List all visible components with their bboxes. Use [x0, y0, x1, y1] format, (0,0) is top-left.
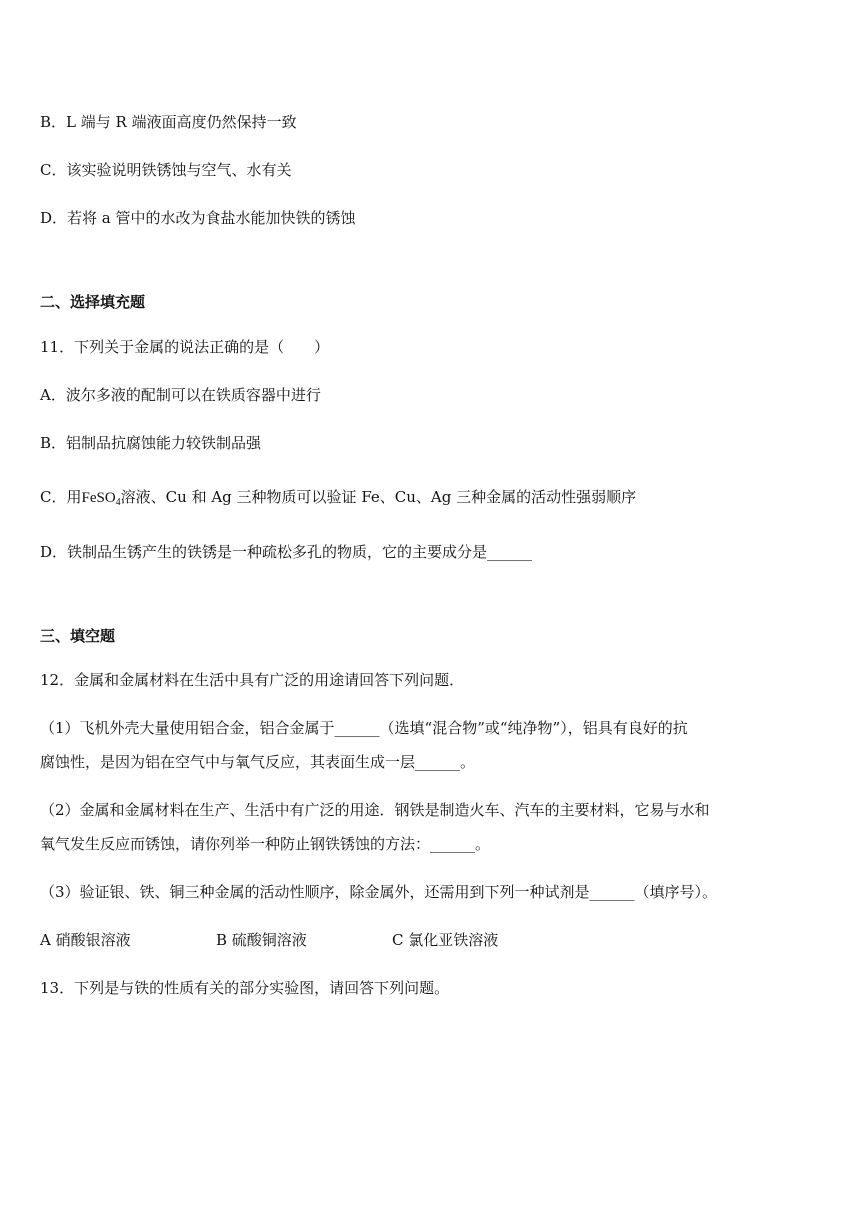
option-d: D．若将 a 管中的水改为食盐水能加快铁的锈蚀: [40, 209, 356, 227]
question-11-stem: 11．下列关于金属的说法正确的是（ ）: [40, 338, 330, 356]
option-c: C．该实验说明铁锈蚀与空气、水有关: [40, 161, 292, 179]
question-11-option-c: [40, 487, 820, 513]
option-c-prefix: C．用: [40, 488, 82, 506]
question-11-option-b: B．铝制品抗腐蚀能力较铁制品强: [40, 434, 262, 452]
option-c-suffix: 溶液、Cu 和 Ag 三种物质可以验证 Fe、Cu、Ag 三种金属的活动性强弱顺序: [120, 488, 637, 506]
option-b: B．L 端与 R 端液面高度仍然保持一致: [40, 113, 297, 131]
question-12-part-2-line-1: （2）金属和金属材料在生产、生活中有广泛的用途．钢铁是制造火车、汽车的主要材料，它易与水和: [40, 801, 710, 819]
question-12-stem: 12．金属和金属材料在生活中具有广泛的用途请回答下列问题．: [40, 671, 465, 689]
choice-a: A 硝酸银溶液: [40, 931, 131, 949]
question-11-option-a: A．波尔多液的配制可以在铁质容器中进行: [40, 386, 321, 404]
choice-c: C 氯化亚铁溶液: [392, 931, 499, 949]
question-12-part-2-line-2: 氧气发生反应而锈蚀，请你列举一种防止钢铁锈蚀的方法：______。: [40, 835, 491, 853]
choice-b: B 硫酸铜溶液: [216, 931, 307, 949]
question-12-part-3: （3）验证银、铁、铜三种金属的活动性顺序，除金属外，还需用到下列一种试剂是______（填序号）。: [40, 883, 718, 901]
question-12-part-1-line-1: （1）飞机外壳大量使用铝合金，铝合金属于______（选填“混合物”或“纯净物”），铝具有良好的抗: [40, 719, 688, 737]
ferrous-sulfate-formula: FeSO$_4$: [81, 490, 121, 508]
question-13-stem: 13．下列是与铁的性质有关的部分实验图，请回答下列问题。: [40, 979, 450, 997]
question-12-choices: [40, 930, 820, 950]
question-11-option-d: D．铁制品生锈产生的铁锈是一种疏松多孔的物质，它的主要成分是______: [40, 543, 533, 561]
section-three-heading: 三、填空题: [40, 627, 116, 645]
section-two-heading: 二、选择填充题: [40, 293, 146, 311]
question-12-part-1-line-2: 腐蚀性，是因为铝在空气中与氧气反应，其表面生成一层______。: [40, 753, 476, 771]
